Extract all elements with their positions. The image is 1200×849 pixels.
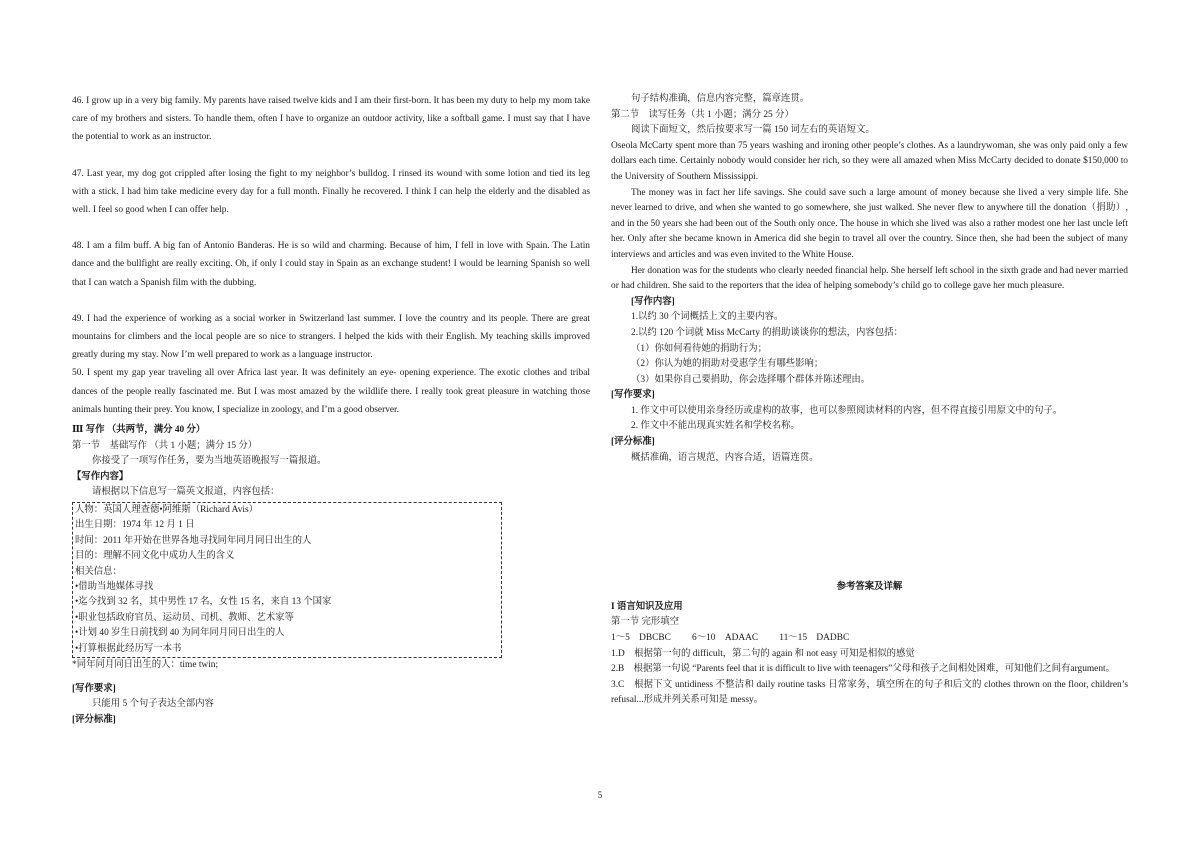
writing-content-heading: [写作内容] xyxy=(631,296,675,307)
info-line-related: 相关信息： xyxy=(75,566,122,577)
info-line-book: •打算根据此经历写一本书 xyxy=(75,643,182,654)
info-line-found: •迄今找到 32 名，其中男性 17 名，女性 15 名，来自 13 个国家 xyxy=(75,597,332,608)
content-intro: 请根据以下信息写一篇英文报道，内容包括： xyxy=(92,487,280,498)
requirements-heading: [写作要求] xyxy=(72,683,116,694)
info-box xyxy=(72,502,502,658)
info-line-plan: •计划 40 岁生日前找到 40 为同年同月同日出生的人 xyxy=(75,628,285,639)
continued-criteria: 句子结构准确，信息内容完整，篇章连贯。 xyxy=(631,94,810,104)
page-number: 5 xyxy=(597,790,603,800)
right-column xyxy=(611,92,1128,709)
answer-explanation-2: 2.B 根据第一句说 “Parents feel that it is difficult to live with teenagers”父母和孩子之间相处困难，可知他们之间有argument。 xyxy=(611,664,1116,675)
info-line-purpose: 目的：理解不同文化中成功人生的含义 xyxy=(75,551,235,562)
info-line-jobs: •职业包括政府官员、运动员、司机、教师、艺术家等 xyxy=(75,612,294,623)
passage-paragraph-3: Her donation was for the students who clearly needed financial help. She herself left school in the sixth grade and had never married or had children. She said to the reporters that the idea of helping somebody’s child go to college gave her much pleasure. xyxy=(611,265,1128,292)
task-2-intro: 阅读下面短文，然后按要求写一篇 150 词左右的英语短文。 xyxy=(631,125,875,136)
passage-paragraph-1: Oseola McCarty spent more than 75 years washing and ironing other people’s clothes. As a laundrywoman, she was only paid only a few dollars each time. Certainly nobody would consider her rich, so they were all amazed when Miss McCarty decided to donate $150,000 to the University of Southern Mississippi. xyxy=(611,140,1128,182)
question-50: 50. I spent my gap year traveling all over Africa last year. It was definitely an eye- opening experience. The exotic clothes and tribal dances of the people really fascinated me. But I was most amazed by the wildlife there. I really took great pleasure in watching those animals hunting their prey. You know, I specialize in zoology, and I’m a good observer. xyxy=(72,368,590,415)
info-line-birthdate: 出生日期：1974 年 12 月 1 日 xyxy=(75,520,195,531)
section-3-part-1: 第一节 基础写作 （共 1 小题；满分 15 分） xyxy=(72,440,258,451)
left-column xyxy=(72,92,590,728)
answers-section-1: I 语言知识及应用 xyxy=(611,601,683,612)
evaluation-heading: [评分标准] xyxy=(72,714,116,725)
task-intro: 你接受了一项写作任务，要为当地英语晚报写一篇报道。 xyxy=(92,456,327,467)
writing-item-2a: （1）你如何看待她的捐助行为； xyxy=(631,343,767,354)
answer-explanation-3: 3.C 根据下文 untidiness 不整洁和 daily routine tasks 日常家务，填空所在的句子和后文的 clothes thrown on the floor, children’s refusal...形成并列关系可知是 messy。 xyxy=(611,679,1128,706)
question-48: 48. I am a film buff. A big fan of Antonio Banderas. He is so wild and charming. Because of him, I fell in love with Spain. The Latin dance and the bullfight are really exciting. Oh, if only I could stay in Spain as an exchange student! I would be learning Spanish so well that I can watch a Spanish film with the dubbing. xyxy=(72,241,590,288)
answers-part-1: 第一节 完形填空 xyxy=(611,617,679,628)
question-49: 49. I had the experience of working as a social worker in Switzerland last summer. I love the country and its people. There are great mountains for climbers and the local people are so nice to strangers. I helped the kids with their English. My teaching skills improved greatly during my stay. Now I’m well prepared to work as a language instructor. xyxy=(72,313,590,361)
passage-paragraph-2: The money was in fact her life savings. She could save such a large amount of money because she lived a very simple life. She never learned to drive, and when she wanted to go somewhere, she just walked. She never flew to anywhere till the donation（捐助）, and in the 50 years she had been out of the South only once. The house in which she lived was also a rather modest one her last uncle left her. Only after she became known in America did she begin to travel all over the country. Since then, she had been the subject of many interviews and articles and was even invited to the White House. xyxy=(611,187,1128,260)
info-line-person: 人物：英国人理查德•阿维斯（Richard Avis） xyxy=(75,505,259,516)
question-46: 46. I grow up in a very big family. My parents have raised twelve kids and I am their first-born. It has been my duty to help my mom take care of my brothers and sisters. To handle them, often I have to organize an outdoor activity, like a softball game. I must say that I have the potential to work as an instructor. xyxy=(72,96,590,143)
writing-requirements-heading: [写作要求] xyxy=(611,390,655,401)
requirement-2: 2. 作文中不能出现真实姓名和学校名称。 xyxy=(631,421,800,432)
writing-item-2: 2.以约 120 个词就 Miss McCarty 的捐助谈谈你的想法，内容包括： xyxy=(631,327,903,338)
evaluation-text: 概括准确，语言规范，内容合适，语篇连贯。 xyxy=(631,452,819,463)
section-3-title: Ⅲ 写作 （共两节，满分 40 分） xyxy=(72,425,206,436)
writing-item-2b: （2）你认为她的捐助对受惠学生有哪些影响； xyxy=(631,359,824,370)
writing-item-2c: （3）如果你自己要捐助，你会选择哪个群体并陈述理由。 xyxy=(631,374,871,385)
info-line-media: •借助当地媒体寻找 xyxy=(75,582,154,593)
footnote: *同年同月同日出生的人：time twin; xyxy=(72,660,219,671)
content-heading: 【写作内容】 xyxy=(72,471,129,482)
requirement-1: 1. 作文中可以使用亲身经历或虚构的故事，也可以参照阅读材料的内容，但不得直接引用原文中的句子。 xyxy=(631,405,1063,416)
answer-explanation-1: 1.D 根据第一句的 difficult，第二句的 again 和 not easy 可知是相似的感觉 xyxy=(611,648,915,659)
question-47: 47. Last year, my dog got crippled after losing the fight to my neighbor’s bulldog. I rinsed its wound with some lotion and tied its leg with a stick. I had him take medicine every day for a full month. Finally he recovered. I think I can help the elderly and the disabled as well. I feel so good when I can offer help. xyxy=(72,168,590,216)
requirements-text: 只能用 5 个句子表达全部内容 xyxy=(92,699,214,710)
answers-title: 参考答案及详解 xyxy=(836,582,903,593)
info-line-time: 时间：2011 年开始在世界各地寻找同年同月同日出生的人 xyxy=(75,535,312,546)
writing-item-1: 1.以约 30 个词概括上文的主要内容。 xyxy=(631,312,784,323)
section-2-title: 第二节 读写任务（共 1 小题；满分 25 分） xyxy=(611,109,794,120)
answer-keys: 1～5 DBCBC 6～10 ADAAC 11～15 DADBC xyxy=(611,633,850,644)
writing-evaluation-heading: [评分标准] xyxy=(611,437,655,448)
